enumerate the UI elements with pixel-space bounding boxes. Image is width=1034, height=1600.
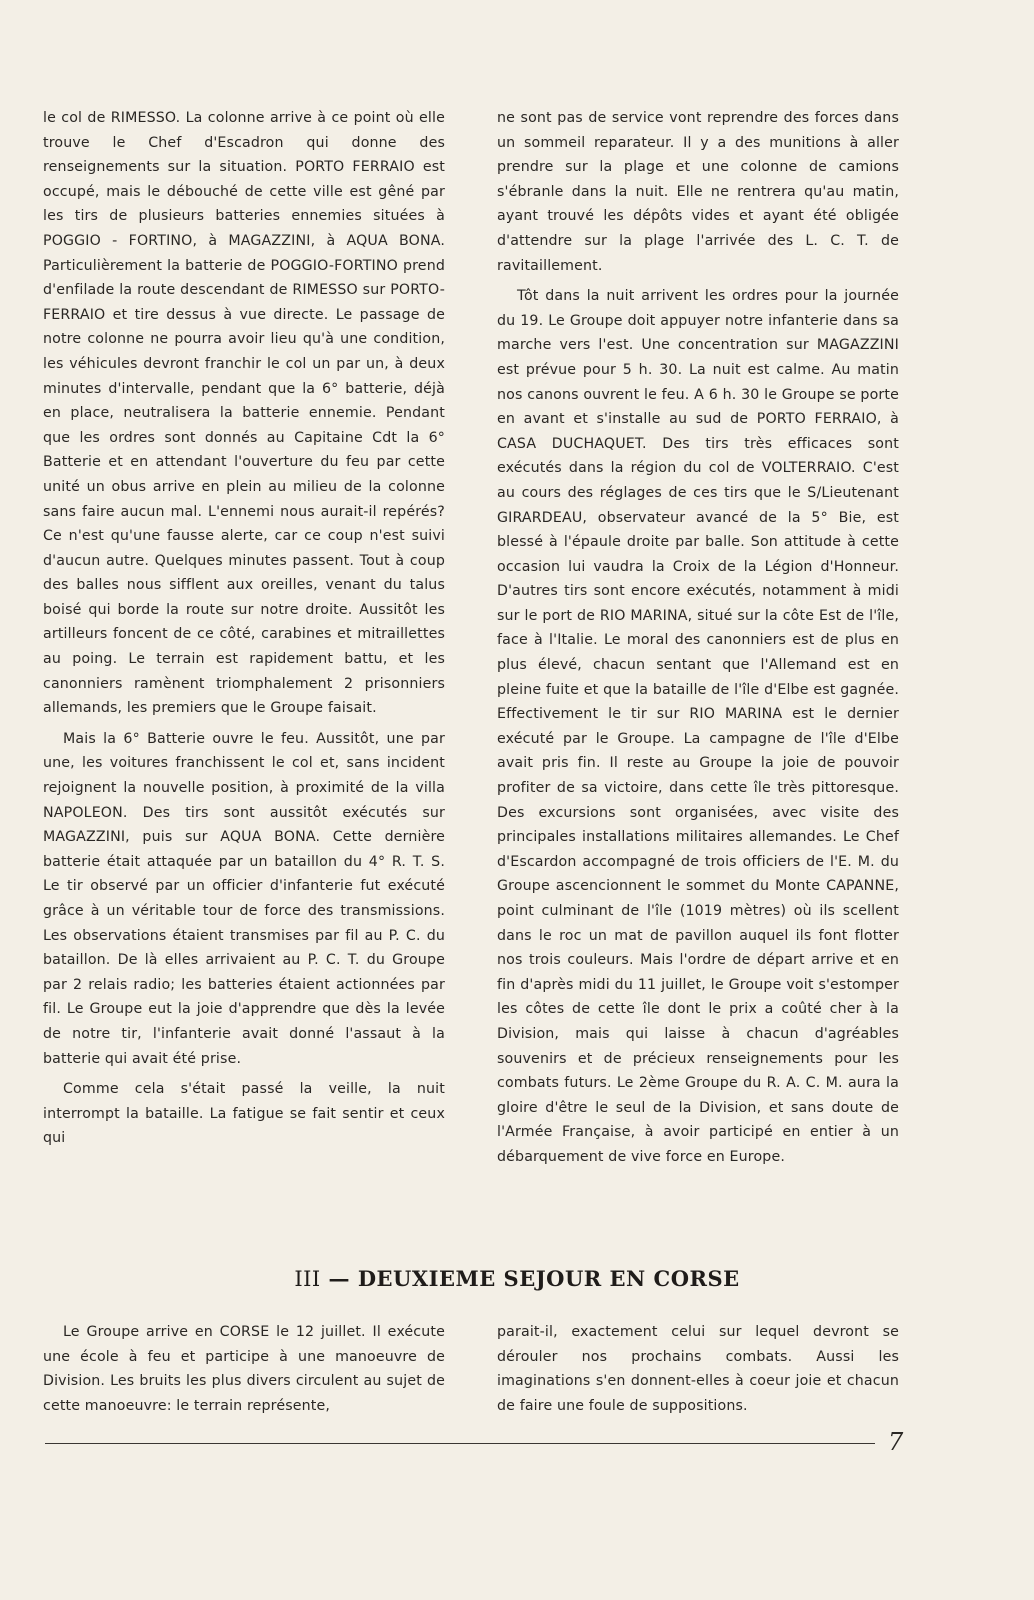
right-column-bottom [497,1320,899,1418]
paragraph: Mais la 6° Batterie ouvre le feu. Aussitôt, une par une, les voitures franchissent le col et, sans incident rejoignent la nouvelle position, à proximité de la villa NAPOLEON. Des tirs sont aussitôt exécutés sur MAGAZZINI, puis sur AQUA BONA. Cette dernière batterie était attaquée par un bataillon du 4° R. T. S. Le tir observé par un officier d'infanterie fut exécuté grâce à un véritable tour de force des transmissions. Les observations étaient transmises par fil au P. C. du bataillon. De là elles arrivaient au P. C. T. du Groupe par 2 relais radio; les batteries étaient actionnées par fil. Le Groupe eut la joie d'apprendre que dès la levée de notre tir, l'infanterie avait donné l'assaut à la batterie qui avait été prise. [43,730,445,1067]
section-title: DEUXIEME SEJOUR EN CORSE [357,1266,740,1291]
paragraph: ne sont pas de service vont reprendre des forces dans un sommeil reparateur. Il y a des munitions à aller prendre sur la plage et une colonne de camions s'ébranle dans la nuit. Elle ne rentrera qu'au matin, ayant trouvé les dépôts vides et ayant été obligée d'attendre sur la plage l'arrivée des L. C. T. de ravitaillement. [497,110,899,274]
section-dash: — [328,1266,351,1291]
section-number: III [294,1267,321,1291]
paragraph: Le Groupe arrive en CORSE le 12 juillet. Il exécute une école à feu et participe à une manoeuvre de Division. Les bruits les plus divers circulent au sujet de cette manoeuvre: le terrain représente, [43,1324,445,1414]
paragraph: Tôt dans la nuit arrivent les ordres pour la journée du 19. Le Groupe doit appuyer notre infanterie dans sa marche vers l'est. Une concentration sur MAGAZZINI est prévue pour 5 h. 30. La nuit est calme. Au matin nos canons ouvrent le feu. A 6 h. 30 le Groupe se porte en avant et s'installe au sud de PORTO FERRAIO, à CASA DUCHAQUET. Des tirs très efficaces sont exécutés dans la région du col de VOLTERRAIO. C'est au cours des réglages de ces tirs que le S/Lieutenant GIRARDEAU, observateur avancé de la 5° Bie, est blessé à l'épaule droite par balle. Son attitude à cette occasion lui vaudra la Croix de la Légion d'Honneur. D'autres tirs sont encore exécutés, notamment à midi sur le port de RIO MARINA, situé sur la côte Est de l'île, face à l'Italie. Le moral des canonniers est de plus en plus élevé, chacun sentant que l'Allemand est en pleine fuite et que la bataille de l'île d'Elbe est gagnée. Effectivement le tir sur RIO MARINA est le dernier exécuté par le Groupe. La campagne de l'île d'Elbe avait pris fin. Il reste au Groupe la joie de pouvoir profiter de sa victoire, dans cette île très pittoresque. Des excursions sont organisées, avec visite des principales installations militaires allemandes. Le Chef d'Escardon accompagné de trois officiers de l'E. M. du Groupe ascencionnent le sommet du Monte CAPANNE, point culminant de l'île (1019 mètres) où ils scellent dans le roc un mat de pavillon auquel ils font flotter nos trois couleurs. Mais l'ordre de départ arrive et en fin d'après midi du 11 juillet, le Groupe voit s'estomper les côtes de cette île dont le prix a coûté cher à la Division, mais qui laisse à chacun d'agréables souvenirs et de précieux renseignements pour les combats futurs. Le 2ème Groupe du R. A. C. M. aura la gloire d'être le seul de la Division, et sans doute de l'Armée Française, à avoir participé en entier à un débarquement de vive force en Europe. [497,288,899,1165]
left-column-top [43,106,445,1151]
paragraph: le col de RIMESSO. La colonne arrive à ce point où elle trouve le Chef d'Escadron qui donne des renseignements sur la situation. PORTO FERRAIO est occupé, mais le débouché de cette ville est gêné par les tirs de plusieurs batteries ennemies situées à POGGIO - FORTINO, à MAGAZZINI, à AQUA BONA. Particulièrement la batterie de POGGIO-FORTINO prend d'enfilade la route descendant de RIMESSO sur PORTO-FERRAIO et tire dessus à vue directe. Le passage de notre colonne ne pourra avoir lieu qu'à une condition, les véhicules devront franchir le col un par un, à deux minutes d'intervalle, pendant que la 6° batterie, déjà en place, neutralisera la batterie ennemie. Pendant que les ordres sont donnés au Capitaine Cdt la 6° Batterie et en attendant l'ouverture du feu par cette unité un obus arrive en plein au milieu de la colonne sans faire aucun mal. L'ennemi nous aurait-il repérés? Ce n'est qu'une fausse alerte, car ce coup n'est suivi d'aucun autre. Quelques minutes passent. Tout à coup des balles nous sifflent aux oreilles, venant du talus boisé qui borde la route sur notre droite. Aussitôt les artilleurs foncent de ce côté, carabines et mitraillettes au poing. Le terrain est rapidement battu, et les canonniers ramènent triomphalement 2 prisonniers allemands, les premiers que le Groupe faisait. [43,110,445,717]
left-column-bottom [43,1320,445,1418]
paragraph: Comme cela s'était passé la veille, la nuit interrompt la bataille. La fatigue se fait sentir et ceux qui [43,1081,445,1147]
footer-divider [45,1443,875,1444]
section-heading [0,1266,1034,1291]
page-number: 7 [888,1428,904,1456]
paragraph: parait-il, exactement celui sur lequel devront se dérouler nos prochains combats. Aussi les imaginations s'en donnent-elles à coeur joie et chacun de faire une foule de suppositions. [497,1324,899,1414]
right-column-top [497,106,899,1170]
